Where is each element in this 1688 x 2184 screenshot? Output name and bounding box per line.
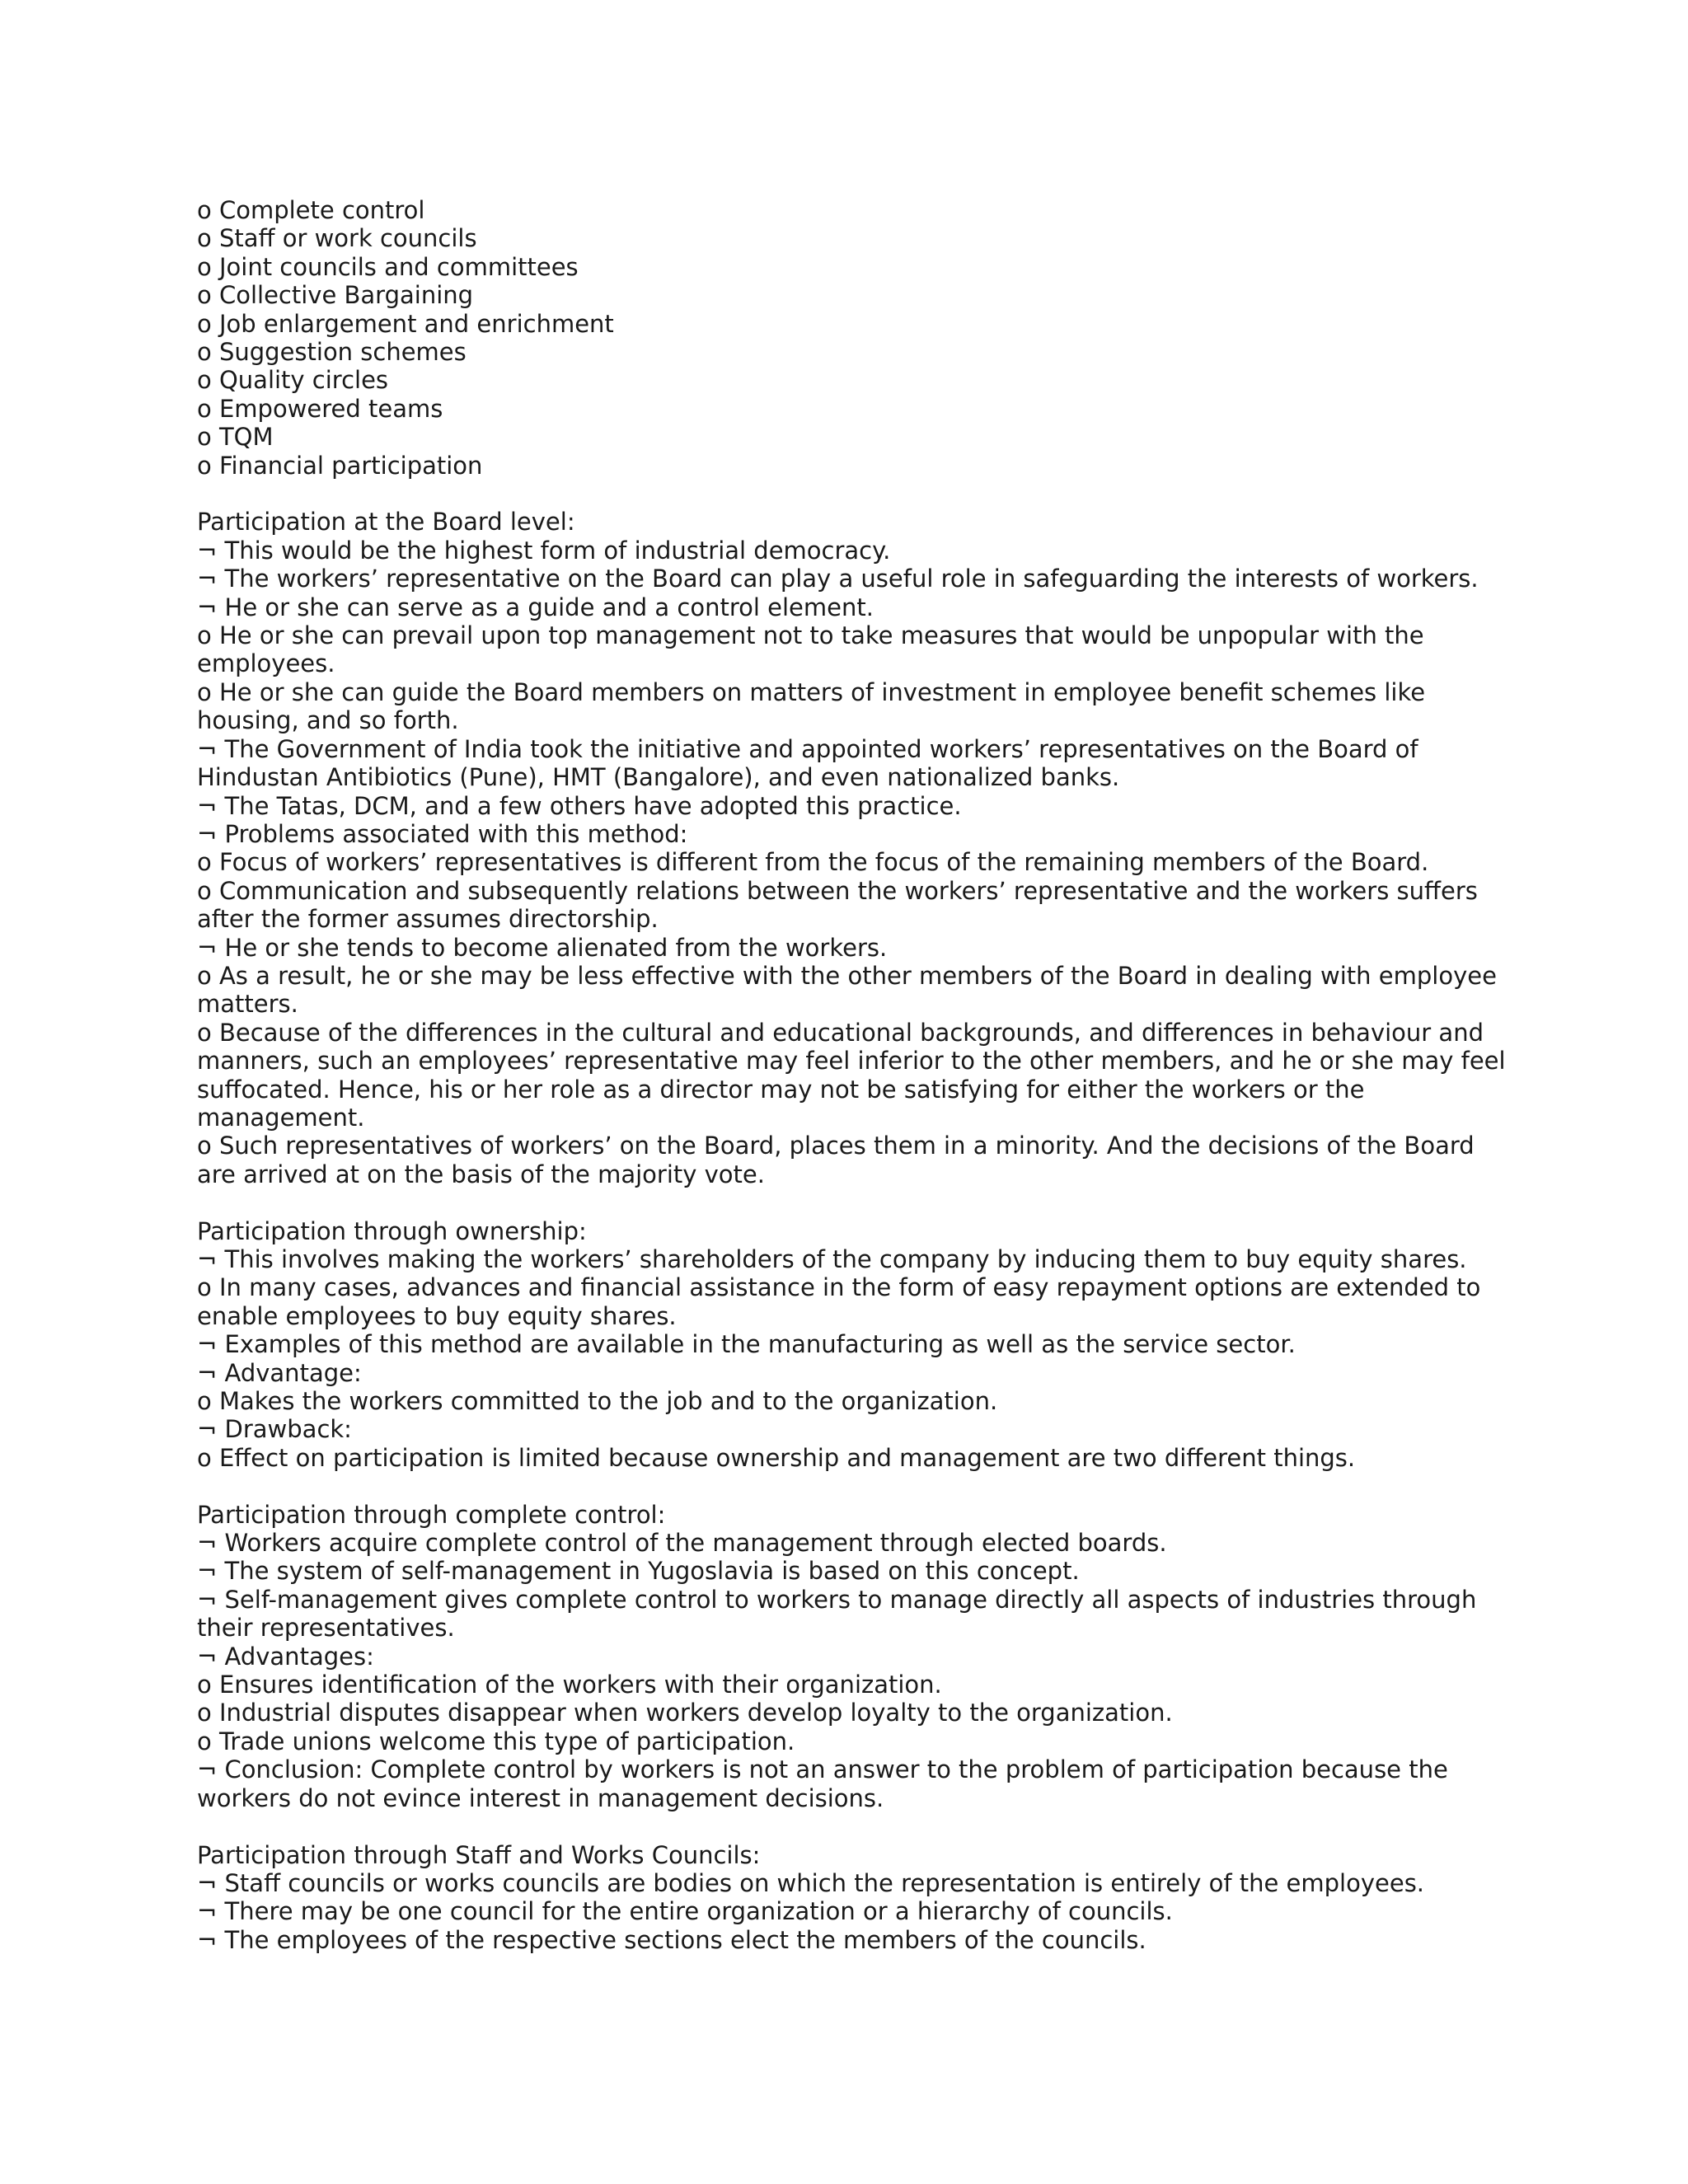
text-line: workers do not evince interest in management decisions. [197,1783,884,1812]
bullet-item: o Quality circles [197,366,389,395]
not-sign-item: ¬ Advantages: [197,1642,374,1671]
bullet-item: o Trade unions welcome this type of participation. [197,1727,795,1755]
not-sign-item: ¬ The employees of the respective sections elect the members of the councils. [197,1925,1146,1954]
bullet-item: o Because of the differences in the cultural and educational backgrounds, and differences in behaviour and [197,1018,1484,1047]
bullet-item: o As a result, he or she may be less effective with the other members of the Board in dealing with employee [197,961,1497,990]
paragraph-gap [197,1812,1507,1840]
paragraph-gap [197,480,1507,508]
text-line: enable employees to buy equity shares. [197,1301,677,1330]
text-line: employees. [197,649,335,678]
not-sign-item: ¬ The Tatas, DCM, and a few others have adopted this practice. [197,791,962,820]
not-sign-item: ¬ Conclusion: Complete control by workers is not an answer to the problem of participation because the [197,1755,1448,1784]
text-line: after the former assumes directorship. [197,905,659,934]
not-sign-item: ¬ Self-management gives complete control to workers to manage directly all aspects of industries through [197,1585,1477,1614]
bullet-item: o In many cases, advances and financial assistance in the form of easy repayment options are extended to [197,1273,1481,1302]
not-sign-item: ¬ The system of self-management in Yugoslavia is based on this concept. [197,1557,1080,1586]
bullet-item: o TQM [197,423,274,452]
bullet-item: o Ensures identification of the workers with their organization. [197,1671,942,1699]
not-sign-item: ¬ Workers acquire complete control of the management through elected boards. [197,1529,1167,1558]
bullet-item: o Effect on participation is limited because ownership and management are two different things. [197,1443,1356,1472]
bullet-item: o Communication and subsequently relations between the workers’ representative and the workers suffers [197,876,1478,905]
section-heading: Participation through ownership: [197,1216,587,1245]
section-heading: Participation through Staff and Works Councils: [197,1840,761,1869]
text-line: Hindustan Antibiotics (Pune), HMT (Bangalore), and even nationalized banks. [197,763,1120,792]
bullet-item: o Joint councils and committees [197,252,579,281]
not-sign-item: ¬ There may be one council for the entire organization or a hierarchy of councils. [197,1897,1173,1926]
bullet-item: o Job enlargement and enrichment [197,309,614,338]
bullet-item: o Staff or work councils [197,224,477,253]
bullet-item: o Collective Bargaining [197,281,474,310]
text-line: matters. [197,990,298,1019]
not-sign-item: ¬ Problems associated with this method: [197,819,688,848]
not-sign-item: ¬ He or she tends to become alienated from the workers. [197,933,888,962]
not-sign-item: ¬ This would be the highest form of industrial democracy. [197,536,891,565]
bullet-item: o Industrial disputes disappear when workers develop loyalty to the organization. [197,1699,1173,1727]
bullet-item: o Focus of workers’ representatives is different from the focus of the remaining members of the Board. [197,848,1429,877]
not-sign-item: ¬ Advantage: [197,1358,362,1387]
document-page [197,196,1507,1954]
not-sign-item: ¬ Examples of this method are available in the manufacturing as well as the service sector. [197,1330,1296,1359]
text-line: suffocated. Hence, his or her role as a director may not be satisfying for either the workers or the [197,1075,1365,1104]
text-line: are arrived at on the basis of the majority vote. [197,1160,765,1188]
text-line: management. [197,1103,365,1132]
section-heading: Participation through complete control: [197,1500,666,1529]
bullet-item: o Makes the workers committed to the job and to the organization. [197,1387,998,1416]
bullet-item: o Suggestion schemes [197,338,467,367]
bullet-item: o Complete control [197,196,425,224]
not-sign-item: ¬ The workers’ representative on the Board can play a useful role in safeguarding the interests of workers. [197,565,1479,593]
not-sign-item: ¬ Drawback: [197,1415,352,1444]
paragraph-gap [197,1188,1507,1216]
text-line: housing, and so forth. [197,706,459,735]
bullet-item: o He or she can guide the Board members on matters of investment in employee benefit schemes like [197,677,1426,706]
not-sign-item: ¬ The Government of India took the initiative and appointed workers’ representatives on the Board of [197,734,1418,763]
bullet-item: o He or she can prevail upon top management not to take measures that would be unpopular with the [197,621,1424,650]
bullet-item: o Empowered teams [197,394,443,423]
text-line: manners, such an employees’ representative may feel inferior to the other members, and he or she may feel [197,1047,1506,1076]
not-sign-item: ¬ He or she can serve as a guide and a control element. [197,593,874,621]
paragraph-gap [197,1472,1507,1500]
not-sign-item: ¬ This involves making the workers’ shareholders of the company by inducing them to buy equity shares. [197,1245,1467,1273]
not-sign-item: ¬ Staff councils or works councils are bodies on which the representation is entirely of the employees. [197,1868,1425,1897]
bullet-item: o Financial participation [197,451,483,480]
section-heading: Participation at the Board level: [197,508,575,537]
text-line: their representatives. [197,1614,455,1643]
bullet-item: o Such representatives of workers’ on the Board, places them in a minority. And the decisions of the Board [197,1132,1475,1160]
